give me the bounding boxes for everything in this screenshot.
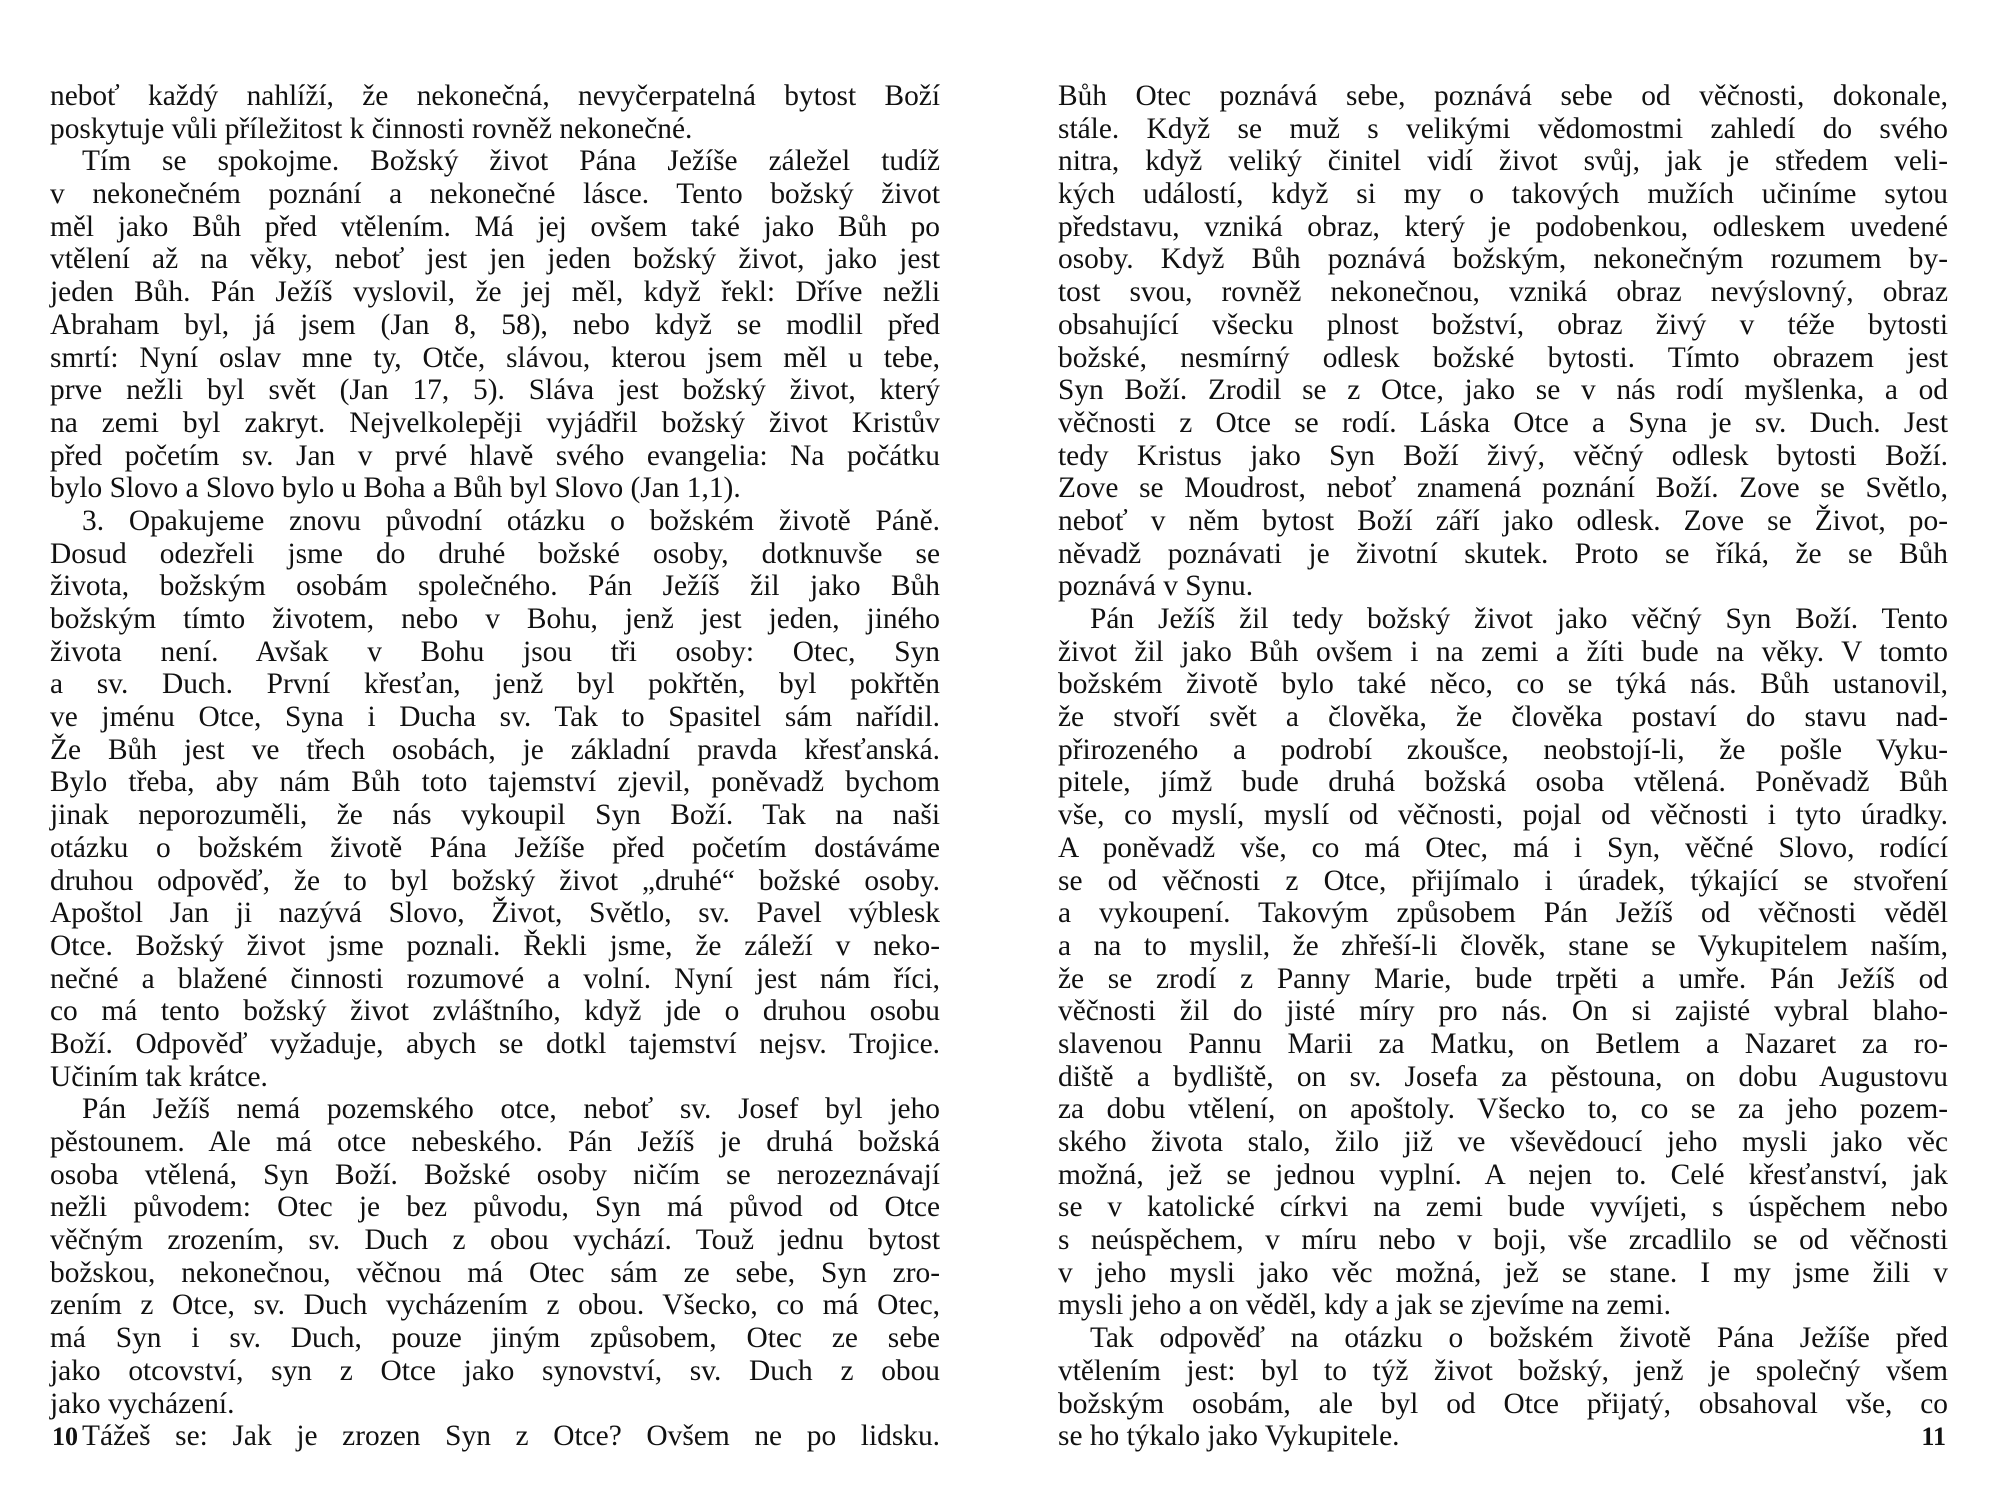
text-line: Tak odpověď na otázku o božském životě Pána Ježíše před [1090, 1322, 1948, 1355]
text-line: v nekonečném poznání a nekonečné lásce. Tento božský život [50, 178, 940, 211]
left-page-number: 10 [52, 1422, 78, 1451]
text-line: slavenou Pannu Marii za Matku, on Betlem a Nazaret za ro- [1058, 1027, 1948, 1060]
text-line: poznává v Synu. [1058, 570, 1254, 603]
text-line: mysli jeho a on věděl, kdy a jak se zjevíme na zemi. [1058, 1289, 1671, 1322]
text-line: prve nežli byl svět (Jan 17, 5). Sláva jest božský život, který [50, 374, 940, 407]
text-line: zením z Otce, sv. Duch vycházením z obou. Všecko, co má Otec, [50, 1289, 940, 1322]
text-line: obsahující všecku plnost božství, obraz živý v téže bytosti [1058, 308, 1948, 341]
text-line: poskytuje vůli příležitost k činnosti rovněž nekonečné. [50, 112, 693, 145]
text-line: Otce. Božský život jsme poznali. Řekli jsme, že záleží v neko- [50, 929, 940, 962]
text-line: otázku o božském životě Pána Ježíše před početím dostáváme [50, 831, 940, 864]
text-line: Bůh Otec poznává sebe, poznává sebe od věčnosti, dokonale, [1058, 80, 1948, 112]
text-line: neboť každý nahlíží, že nekonečná, nevyčerpatelná bytost Boží [50, 80, 940, 112]
text-line: něvadž poznávati je životní skutek. Proto se říká, že se Bůh [1058, 537, 1948, 570]
text-line: co má tento božský život zvláštního, když jde o druhou osobu [50, 995, 940, 1028]
text-line: věčnosti z Otce se rodí. Láska Otce a Syna je sv. Duch. Jest [1058, 406, 1948, 439]
text-line: druhou odpověď, že to byl božský život „druhé“ božské osoby. [50, 864, 940, 897]
text-line: s neúspěchem, v míru nebo v boji, vše zrcadlilo se od věčnosti [1058, 1224, 1948, 1257]
text-line: přirozeného a podrobí zkoušce, neobstojí-li, že pošle Vyku- [1058, 733, 1948, 766]
left-page [50, 80, 940, 1453]
text-line: božským osobám, ale byl od Otce přijatý, obsahoval vše, co [1058, 1387, 1948, 1420]
text-line: jako vycházení. [50, 1387, 235, 1420]
text-line: v jeho mysli jako věc možná, jež se stane. I my jsme žili v [1058, 1256, 1948, 1289]
text-line: a sv. Duch. První křesťan, jenž byl pokřtěn, byl pokřtěn [50, 668, 940, 701]
text-line: představu, vzniká obraz, který je podobenkou, odleskem uvedené [1058, 210, 1948, 243]
text-line: možná, jež se jednou vyplní. A nejen to. Celé křesťanství, jak [1058, 1158, 1948, 1191]
right-page-number: 11 [1921, 1422, 1946, 1451]
text-line: vtělení až na věky, neboť jest jen jeden božský život, jako jest [50, 243, 940, 276]
text-line: božském životě bylo také něco, co se týká nás. Bůh ustanovil, [1058, 668, 1948, 701]
text-line: jako otcovství, syn z Otce jako synovství, sv. Duch z obou [50, 1354, 940, 1387]
text-line: Že Bůh jest ve třech osobách, je základní pravda křesťanská. [50, 733, 940, 766]
text-line: neboť v něm bytost Boží září jako odlesk. Zove se Život, po- [1058, 504, 1948, 537]
text-line: vtělením jest: byl to týž život božský, jenž je společný všem [1058, 1354, 1948, 1387]
text-line: život žil jako Bůh ovšem i na zemi a žíti bude na věky. V tomto [1058, 635, 1948, 668]
text-line: má Syn i sv. Duch, pouze jiným způsobem, Otec ze sebe [50, 1322, 940, 1355]
text-line: diště a bydliště, on sv. Josefa za pěstouna, on dobu Augustovu [1058, 1060, 1948, 1093]
text-line: na zemi byl zakryt. Nejvelkolepěji vyjádřil božský život Kristův [50, 406, 940, 439]
right-page-text [1058, 80, 1948, 1453]
text-line: že stvoří svět a člověka, že člověka postaví do stavu nad- [1058, 701, 1948, 734]
text-line: Bylo třeba, aby nám Bůh toto tajemství zjevil, poněvadž bychom [50, 766, 940, 799]
text-line: se v katolické církvi na zemi bude vyvíjeti, s úspěchem nebo [1058, 1191, 1948, 1224]
text-line: nečné a blažené činnosti rozumové a volní. Nyní jest nám říci, [50, 962, 940, 995]
text-line: tedy Kristus jako Syn Boží živý, věčný odlesk bytosti Boží. [1058, 439, 1948, 472]
text-line: Dosud odezřeli jsme do druhé božské osoby, dotknuvše se [50, 537, 940, 570]
text-line: nitra, když veliký činitel vidí život svůj, jak je středem veli- [1058, 145, 1948, 178]
text-line: a na to myslil, že zhřeší-li člověk, stane se Vykupitelem naším, [1058, 929, 1948, 962]
left-page-text [50, 80, 940, 1453]
text-line: Abraham byl, já jsem (Jan 8, 58), nebo když se modlil před [50, 308, 940, 341]
text-line: Tím se spokojme. Božský život Pána Ježíše záležel tudíž [82, 145, 940, 178]
text-line: jinak neporozuměli, že nás vykoupil Syn Boží. Tak na naši [50, 799, 940, 832]
text-line: života není. Avšak v Bohu jsou tři osoby: Otec, Syn [50, 635, 940, 668]
text-line: se od věčnosti z Otce, přijímalo i úradek, týkající se stvoření [1058, 864, 1948, 897]
text-line: Syn Boží. Zrodil se z Otce, jako se v nás rodí myšlenka, a od [1058, 374, 1948, 407]
text-line: A poněvadž vše, co má Otec, má i Syn, věčné Slovo, rodící [1058, 831, 1948, 864]
text-line: Apoštol Jan ji nazývá Slovo, Život, Světlo, sv. Pavel výblesk [50, 897, 940, 930]
text-line: nežli původem: Otec je bez původu, Syn má původ od Otce [50, 1191, 940, 1224]
text-line: života, božským osobám společného. Pán Ježíš žil jako Bůh [50, 570, 940, 603]
text-line: za dobu vtělení, on apoštoly. Všecko to, co se za jeho pozem- [1058, 1093, 1948, 1126]
text-line: a vykoupení. Takovým způsobem Pán Ježíš od věčnosti věděl [1058, 897, 1948, 930]
text-line: osoby. Když Bůh poznává božským, nekonečným rozumem by- [1058, 243, 1948, 276]
text-line: Zove se Moudrost, neboť znamená poznání Boží. Zove se Světlo, [1058, 472, 1948, 505]
text-line: Tážeš se: Jak je zrozen Syn z Otce? Ovšem ne po lidsku. [82, 1420, 940, 1453]
text-line: božským tímto životem, nebo v Bohu, jenž jest jeden, jiného [50, 603, 940, 635]
text-line: věčnosti žil do jisté míry pro nás. On si zajisté vybral blaho- [1058, 995, 1948, 1028]
text-line: bylo Slovo a Slovo bylo u Boha a Bůh byl Slovo (Jan 1,1). [50, 472, 741, 505]
text-line: božské, nesmírný odlesk božské bytosti. Tímto obrazem jest [1058, 341, 1948, 374]
text-line: ského života stalo, žilo již ve vševědoucí jeho mysli jako věc [1058, 1126, 1948, 1158]
text-line: stále. Když se muž s velikými vědomostmi zahledí do svého [1058, 112, 1948, 145]
text-line: 3. Opakujeme znovu původní otázku o božském životě Páně. [82, 504, 940, 537]
text-line: Pán Ježíš žil tedy božský život jako věčný Syn Boží. Tento [1090, 603, 1948, 635]
text-line: kých událostí, když si my o takových mužích učiníme sytou [1058, 178, 1948, 211]
right-page [1058, 80, 1948, 1453]
text-line: věčným zrozením, sv. Duch z obou vychází. Touž jednu bytost [50, 1224, 940, 1257]
text-line: pitele, jímž bude druhá božská osoba vtělená. Poněvadž Bůh [1058, 766, 1948, 799]
text-line: vše, co myslí, myslí od věčnosti, pojal od věčnosti i tyto úradky. [1058, 799, 1948, 832]
text-line: Učiním tak krátce. [50, 1060, 268, 1093]
text-line: Boží. Odpověď vyžaduje, abych se dotkl tajemství nejsv. Trojice. [50, 1027, 940, 1060]
text-line: že se zrodí z Panny Marie, bude trpěti a umře. Pán Ježíš od [1058, 962, 1948, 995]
text-line: Pán Ježíš nemá pozemského otce, neboť sv. Josef byl jeho [82, 1093, 940, 1126]
text-line: měl jako Bůh před vtělením. Má jej ovšem také jako Bůh po [50, 210, 940, 243]
text-line: smrtí: Nyní oslav mne ty, Otče, slávou, kterou jsem měl u tebe, [50, 341, 940, 374]
text-line: před početím sv. Jan v prvé hlavě svého evangelia: Na počátku [50, 439, 940, 472]
text-line: ve jménu Otce, Syna i Ducha sv. Tak to Spasitel sám nařídil. [50, 701, 940, 734]
text-line: se ho týkalo jako Vykupitele. [1058, 1420, 1400, 1453]
text-line: osoba vtělená, Syn Boží. Božské osoby ničím se nerozeznávají [50, 1158, 940, 1191]
text-line: božskou, nekonečnou, věčnou má Otec sám ze sebe, Syn zro- [50, 1256, 940, 1289]
text-line: tost svou, rovněž nekonečnou, vzniká obraz nevýslovný, obraz [1058, 276, 1948, 309]
text-line: pěstounem. Ale má otce nebeského. Pán Ježíš je druhá božská [50, 1126, 940, 1158]
text-line: jeden Bůh. Pán Ježíš vyslovil, že jej měl, když řekl: Dříve nežli [50, 276, 940, 309]
